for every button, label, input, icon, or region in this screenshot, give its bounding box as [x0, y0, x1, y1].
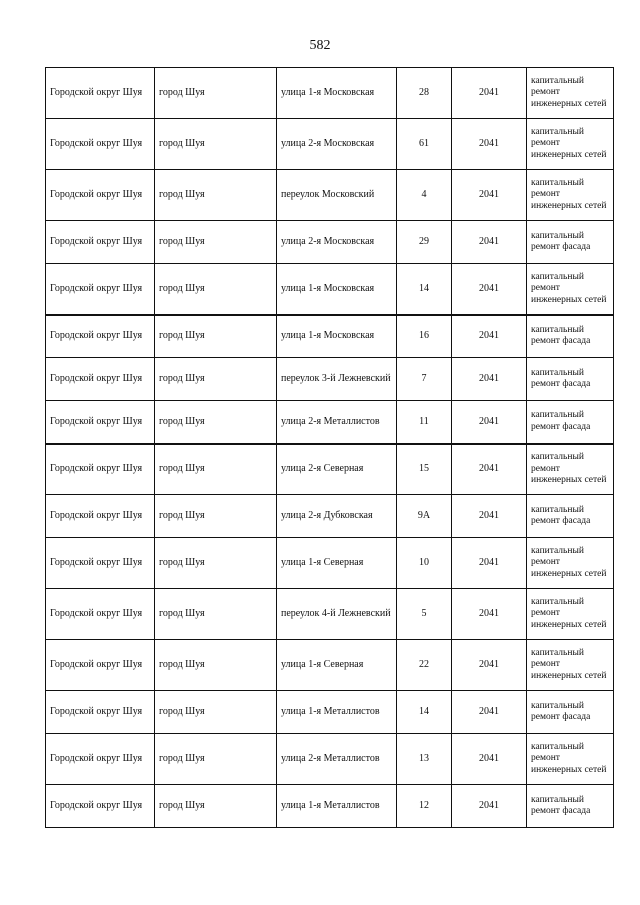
city-cell: город Шуя [155, 358, 277, 401]
street-cell: улица 2-я Металлистов [277, 401, 397, 444]
street-cell: улица 1-я Московская [277, 68, 397, 119]
district-cell: Городской округ Шуя [46, 221, 155, 264]
work-type-cell: капитальный ремонт фасада [527, 315, 614, 358]
house-number-cell: 4 [397, 170, 452, 221]
table-row [46, 401, 614, 444]
district-cell: Городской округ Шуя [46, 315, 155, 358]
work-type-cell: капитальный ремонт фасада [527, 785, 614, 828]
street-cell: переулок 3-й Лежневский [277, 358, 397, 401]
work-type-cell: капитальный ремонт инженерных сетей [527, 119, 614, 170]
house-number-cell: 11 [397, 401, 452, 444]
year-cell: 2041 [452, 358, 527, 401]
table-row [46, 734, 614, 785]
table-row [46, 785, 614, 828]
year-cell: 2041 [452, 401, 527, 444]
house-number-cell: 13 [397, 734, 452, 785]
year-cell: 2041 [452, 495, 527, 538]
district-cell: Городской округ Шуя [46, 119, 155, 170]
work-type-cell: капитальный ремонт инженерных сетей [527, 170, 614, 221]
work-type-cell: капитальный ремонт фасада [527, 691, 614, 734]
table-row [46, 119, 614, 170]
table-row [46, 589, 614, 640]
house-number-cell: 10 [397, 538, 452, 589]
district-cell: Городской округ Шуя [46, 691, 155, 734]
city-cell: город Шуя [155, 495, 277, 538]
district-cell: Городской округ Шуя [46, 264, 155, 315]
work-type-cell: капитальный ремонт инженерных сетей [527, 68, 614, 119]
table-row [46, 315, 614, 358]
district-cell: Городской округ Шуя [46, 444, 155, 495]
house-number-cell: 22 [397, 640, 452, 691]
work-type-cell: капитальный ремонт фасада [527, 221, 614, 264]
year-cell: 2041 [452, 640, 527, 691]
district-cell: Городской округ Шуя [46, 358, 155, 401]
district-cell: Городской округ Шуя [46, 401, 155, 444]
house-number-cell: 5 [397, 589, 452, 640]
table-row [46, 358, 614, 401]
house-number-cell: 16 [397, 315, 452, 358]
house-number-cell: 12 [397, 785, 452, 828]
work-type-cell: капитальный ремонт фасада [527, 401, 614, 444]
year-cell: 2041 [452, 785, 527, 828]
city-cell: город Шуя [155, 444, 277, 495]
street-cell: улица 1-я Металлистов [277, 785, 397, 828]
year-cell: 2041 [452, 538, 527, 589]
page-number: 582 [309, 38, 331, 53]
city-cell: город Шуя [155, 264, 277, 315]
table-row [46, 221, 614, 264]
district-cell: Городской округ Шуя [46, 495, 155, 538]
street-cell: улица 1-я Северная [277, 538, 397, 589]
house-number-cell: 61 [397, 119, 452, 170]
city-cell: город Шуя [155, 640, 277, 691]
district-cell: Городской округ Шуя [46, 68, 155, 119]
year-cell: 2041 [452, 68, 527, 119]
work-type-cell: капитальный ремонт инженерных сетей [527, 444, 614, 495]
year-cell: 2041 [452, 264, 527, 315]
year-cell: 2041 [452, 119, 527, 170]
district-cell: Городской округ Шуя [46, 734, 155, 785]
district-cell: Городской округ Шуя [46, 640, 155, 691]
district-cell: Городской округ Шуя [46, 170, 155, 221]
work-type-cell: капитальный ремонт фасада [527, 495, 614, 538]
year-cell: 2041 [452, 315, 527, 358]
city-cell: город Шуя [155, 68, 277, 119]
city-cell: город Шуя [155, 315, 277, 358]
table-row [46, 444, 614, 495]
street-cell: улица 2-я Дубковская [277, 495, 397, 538]
table-row [46, 691, 614, 734]
street-cell: улица 1-я Московская [277, 315, 397, 358]
house-number-cell: 28 [397, 68, 452, 119]
district-cell: Городской округ Шуя [46, 538, 155, 589]
city-cell: город Шуя [155, 221, 277, 264]
city-cell: город Шуя [155, 401, 277, 444]
district-cell: Городской округ Шуя [46, 589, 155, 640]
year-cell: 2041 [452, 444, 527, 495]
work-type-cell: капитальный ремонт фасада [527, 358, 614, 401]
year-cell: 2041 [452, 170, 527, 221]
table-row [46, 495, 614, 538]
work-type-cell: капитальный ремонт инженерных сетей [527, 734, 614, 785]
street-cell: улица 1-я Московская [277, 264, 397, 315]
table-row [46, 640, 614, 691]
house-number-cell: 14 [397, 691, 452, 734]
table-row [46, 264, 614, 315]
table-row [46, 68, 614, 119]
street-cell: переулок 4-й Лежневский [277, 589, 397, 640]
street-cell: улица 2-я Северная [277, 444, 397, 495]
street-cell: переулок Московский [277, 170, 397, 221]
city-cell: город Шуя [155, 119, 277, 170]
house-number-cell: 14 [397, 264, 452, 315]
work-type-cell: капитальный ремонт инженерных сетей [527, 589, 614, 640]
city-cell: город Шуя [155, 170, 277, 221]
street-cell: улица 1-я Северная [277, 640, 397, 691]
table-row [46, 538, 614, 589]
year-cell: 2041 [452, 691, 527, 734]
street-cell: улица 2-я Московская [277, 221, 397, 264]
year-cell: 2041 [452, 734, 527, 785]
work-type-cell: капитальный ремонт инженерных сетей [527, 264, 614, 315]
work-type-cell: капитальный ремонт инженерных сетей [527, 640, 614, 691]
street-cell: улица 2-я Металлистов [277, 734, 397, 785]
district-cell: Городской округ Шуя [46, 785, 155, 828]
work-type-cell: капитальный ремонт инженерных сетей [527, 538, 614, 589]
year-cell: 2041 [452, 589, 527, 640]
city-cell: город Шуя [155, 785, 277, 828]
city-cell: город Шуя [155, 589, 277, 640]
city-cell: город Шуя [155, 538, 277, 589]
year-cell: 2041 [452, 221, 527, 264]
housing-repair-table [45, 67, 614, 828]
house-number-cell: 29 [397, 221, 452, 264]
table-row [46, 170, 614, 221]
house-number-cell: 9А [397, 495, 452, 538]
street-cell: улица 2-я Московская [277, 119, 397, 170]
house-number-cell: 7 [397, 358, 452, 401]
street-cell: улица 1-я Металлистов [277, 691, 397, 734]
city-cell: город Шуя [155, 691, 277, 734]
city-cell: город Шуя [155, 734, 277, 785]
house-number-cell: 15 [397, 444, 452, 495]
